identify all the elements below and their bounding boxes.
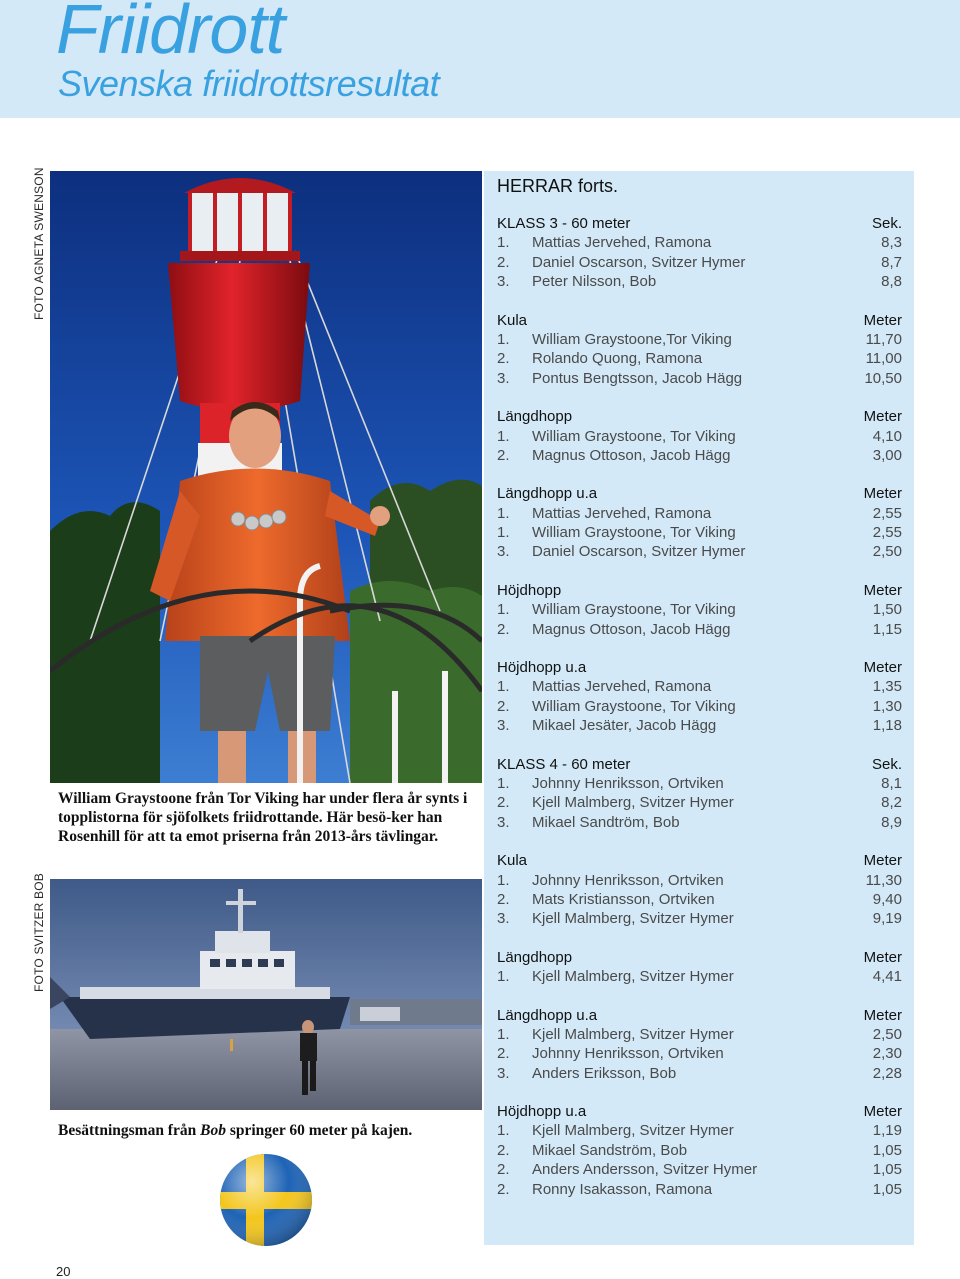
result-value: 11,30 [865,871,902,889]
result-athlete-name: Daniel Oscarson, Svitzer Hymer [532,253,746,271]
result-value: 4,10 [872,427,902,445]
result-athlete-name: Mattias Jervehed, Ramona [532,234,712,252]
result-value: 1,05 [872,1161,902,1179]
result-athlete [497,871,724,890]
results-panel [484,171,914,1245]
result-athlete [497,620,730,639]
result-athlete-name: Pontus Bengtsson, Jacob Hägg [532,369,743,387]
event-name: Längdhopp [497,408,573,426]
result-value: 1,19 [872,1122,902,1140]
event-unit: Meter [863,311,902,329]
result-value: 1,30 [872,697,902,715]
result-athlete [497,716,716,735]
result-value: 1,35 [872,678,902,696]
result-value: 8,3 [881,234,902,252]
result-value: 9,40 [872,890,902,908]
result-rank: 3. [497,543,510,561]
page-subtitle: Svenska friidrottsresultat [58,63,440,104]
result-value: 1,05 [872,1180,902,1198]
result-rank: 2. [497,1141,510,1159]
result-athlete [497,890,715,909]
result-row [497,890,902,909]
page-title: Friidrott [56,0,285,68]
result-row [497,774,902,793]
result-rank: 2. [497,697,510,715]
result-rank: 1. [497,524,510,542]
caption-text: William Graystoone från Tor Viking har under flera år synts i topplistorna för sjöfolkets friidrottande. Här besö-ker han Rosenhill för att ta emot priserna från 2013-års tävlingar. [58,790,468,845]
photo-caption-top [50,783,482,879]
result-athlete-name: Mikael Sandström, Bob [532,1141,688,1159]
result-rank: 2. [497,1045,510,1063]
result-value: 2,50 [872,1025,902,1043]
result-athlete [497,677,711,696]
result-athlete-name: Johnny Henriksson, Ortviken [532,871,724,889]
result-section [497,581,902,639]
event-header [497,1006,902,1025]
result-value: 11,00 [865,350,902,368]
result-value: 1,15 [872,620,902,638]
result-rank: 1. [497,601,510,619]
result-athlete-name: Mattias Jervehed, Ramona [532,678,712,696]
result-row [497,330,902,349]
event-header [497,851,902,870]
result-row [497,871,902,890]
result-rank: 1. [497,968,510,986]
result-row [497,967,902,986]
result-athlete [497,1121,734,1140]
result-rank: 2. [497,1180,510,1198]
page-header [0,0,960,118]
result-athlete-name: Kjell Malmberg, Svitzer Hymer [532,1122,734,1140]
result-athlete [497,349,702,368]
result-row [497,233,902,252]
result-section [497,407,902,465]
event-name: KLASS 4 - 60 meter [497,755,631,773]
result-row [497,272,902,291]
result-row [497,620,902,639]
event-name: Längdhopp [497,948,573,966]
result-athlete [497,600,736,619]
event-unit: Meter [863,581,902,599]
event-header [497,1102,902,1121]
swedish-flag-icon [218,1152,314,1248]
result-athlete-name: Magnus Ottoson, Jacob Hägg [532,620,731,638]
result-athlete-name: Johnny Henriksson, Ortviken [532,1045,724,1063]
result-section [497,311,902,389]
event-name: Höjdhopp u.a [497,659,587,677]
result-row [497,697,902,716]
result-rank: 2. [497,1161,510,1179]
result-rank: 1. [497,330,510,348]
result-value: 11,70 [865,330,902,348]
result-rank: 1. [497,1025,510,1043]
result-athlete-name: Ronny Isakasson, Ramona [532,1180,713,1198]
event-unit: Sek. [871,215,902,232]
result-value: 9,19 [872,910,902,928]
result-athlete [497,1141,687,1160]
event-header [497,581,902,600]
result-section [497,484,902,562]
event-header [497,214,902,233]
result-athlete-name: Kjell Malmberg, Svitzer Hymer [532,968,734,986]
result-row [497,677,902,696]
photo-credit-top: FOTO AGNETA SWENSON [32,167,46,320]
result-row [497,1064,902,1083]
photo-caption-bottom [58,1122,412,1140]
event-unit: Meter [863,485,902,503]
caption-text-ship: Bob [200,1122,226,1139]
result-athlete-name: Anders Eriksson, Bob [532,1064,677,1082]
result-row [497,523,902,542]
result-rank: 2. [497,253,510,271]
result-rank: 2. [497,890,510,908]
result-rank: 3. [497,910,510,928]
result-athlete [497,813,680,832]
result-value: 8,2 [881,794,902,812]
result-rank: 2. [497,350,510,368]
result-value: 8,8 [881,273,902,291]
event-unit: Sek. [871,755,902,773]
result-athlete [497,504,711,523]
result-athlete [497,233,711,252]
result-section [497,1102,902,1199]
result-rank: 1. [497,774,510,792]
result-row [497,1121,902,1140]
event-name: Höjdhopp u.a [497,1103,587,1121]
photo-lighthouse-athlete [50,171,482,783]
result-value: 2,28 [872,1064,902,1082]
result-value: 8,1 [881,774,902,792]
result-athlete [497,1044,724,1063]
event-unit: Meter [863,1103,902,1121]
result-row [497,813,902,832]
result-value: 10,50 [864,369,902,387]
result-athlete-name: Kjell Malmberg, Svitzer Hymer [532,1025,734,1043]
result-athlete [497,1064,676,1083]
result-value: 2,55 [872,504,902,522]
result-value: 2,50 [872,543,902,561]
result-section [497,658,902,736]
result-athlete [497,369,742,388]
result-athlete-name: Mats Kristiansson, Ortviken [532,890,715,908]
event-header [497,948,902,967]
result-athlete [497,793,734,812]
result-athlete-name: Daniel Oscarson, Svitzer Hymer [532,543,746,561]
event-header [497,755,902,774]
result-rank: 1. [497,678,510,696]
result-rank: 3. [497,717,510,735]
result-athlete [497,1025,734,1044]
result-athlete [497,523,736,542]
result-athlete-name: Anders Andersson, Svitzer Hymer [532,1161,758,1179]
result-athlete-name: Rolando Quong, Ramona [532,350,703,368]
result-athlete-name: William Graystoone, Tor Viking [532,601,736,619]
result-rank: 1. [497,234,510,252]
result-row [497,253,902,272]
result-athlete-name: Mikael Sandtröm, Bob [532,813,680,831]
result-row [497,909,902,928]
results-sections [497,214,902,1199]
result-rank: 1. [497,504,510,522]
result-value: 1,50 [872,601,902,619]
event-header [497,484,902,503]
result-athlete [497,1180,712,1199]
result-athlete-name: William Graystoone, Tor Viking [532,524,736,542]
event-name: Längdhopp u.a [497,1006,598,1024]
result-athlete [497,967,734,986]
result-athlete-name: Mikael Jesäter, Jacob Hägg [532,717,717,735]
result-value: 8,9 [881,813,902,831]
result-rank: 3. [497,1064,510,1082]
result-athlete [497,909,734,928]
result-value: 1,05 [872,1141,902,1159]
event-header [497,658,902,677]
event-name: Kula [497,311,528,329]
result-row [497,1025,902,1044]
result-athlete-name: William Graystoone,Tor Viking [532,330,732,348]
result-row [497,1160,902,1179]
results-heading: HERRAR forts. [497,176,619,196]
event-header [497,311,902,330]
result-rank: 2. [497,794,510,812]
result-value: 4,41 [872,968,902,986]
event-header [497,407,902,426]
result-section [497,948,902,987]
result-athlete [497,542,745,561]
result-athlete-name: Mattias Jervehed, Ramona [532,504,712,522]
photo-credit-bottom: FOTO SVITZER BOB [32,873,46,992]
event-name: Längdhopp u.a [497,485,598,503]
result-row [497,793,902,812]
event-unit: Meter [863,408,902,426]
result-athlete [497,1160,757,1179]
caption-text-suffix: springer 60 meter på kajen. [225,1122,413,1139]
result-row [497,1141,902,1160]
result-athlete [497,272,656,291]
result-athlete-name: Kjell Malmberg, Svitzer Hymer [532,910,734,928]
result-row [497,542,902,561]
result-athlete-name: William Graystoone, Tor Viking [532,697,736,715]
result-row [497,369,902,388]
result-athlete [497,253,745,272]
event-name: Höjdhopp [497,581,562,599]
result-rank: 2. [497,446,510,464]
result-rank: 1. [497,427,510,445]
event-name: Kula [497,852,528,870]
result-row [497,427,902,446]
result-row [497,716,902,735]
result-rank: 2. [497,620,510,638]
event-name: KLASS 3 - 60 meter [497,215,631,232]
result-section [497,214,902,292]
event-unit: Meter [863,1006,902,1024]
result-athlete [497,697,736,716]
result-section [497,1006,902,1084]
result-athlete-name: Johnny Henriksson, Ortviken [532,774,724,792]
result-athlete [497,446,730,465]
result-rank: 3. [497,813,510,831]
result-row [497,1180,902,1199]
result-value: 3,00 [872,446,902,464]
result-athlete [497,427,736,446]
result-athlete [497,330,732,349]
result-value: 2,30 [872,1045,902,1063]
event-unit: Meter [863,948,902,966]
result-rank: 1. [497,1122,510,1140]
page-number: 20 [56,1264,71,1279]
result-value: 8,7 [881,253,902,271]
result-value: 2,55 [872,524,902,542]
result-athlete-name: Magnus Ottoson, Jacob Hägg [532,446,731,464]
result-athlete-name: Peter Nilsson, Bob [532,273,657,291]
event-unit: Meter [863,852,902,870]
result-row [497,600,902,619]
result-athlete [497,774,724,793]
result-section [497,755,902,833]
result-value: 1,18 [872,717,902,735]
result-rank: 3. [497,273,510,291]
result-row [497,349,902,368]
photo-tugboat-quay [50,879,482,1110]
result-athlete-name: William Graystoone, Tor Viking [532,427,736,445]
result-athlete-name: Kjell Malmberg, Svitzer Hymer [532,794,734,812]
result-row [497,446,902,465]
result-rank: 1. [497,871,510,889]
caption-text-prefix: Besättningsman från [58,1122,201,1139]
event-unit: Meter [863,659,902,677]
result-rank: 3. [497,369,510,387]
result-row [497,1044,902,1063]
result-row [497,504,902,523]
result-section [497,851,902,929]
